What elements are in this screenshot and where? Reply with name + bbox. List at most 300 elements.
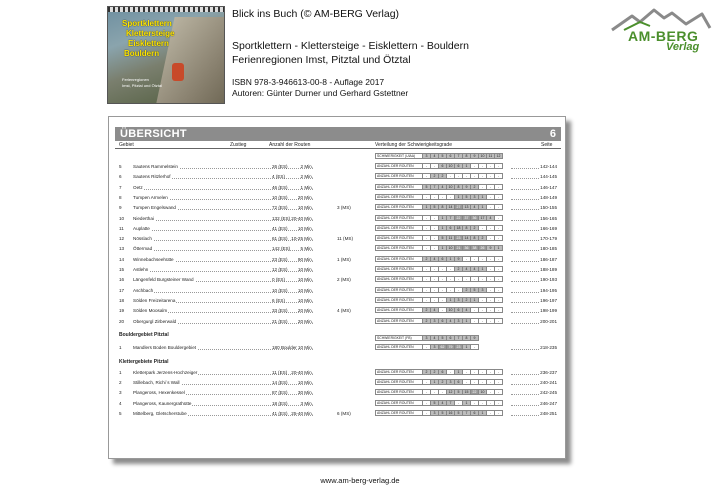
grade-count-cell: 3 <box>447 379 455 385</box>
book-cover-image <box>107 6 225 104</box>
route-count: 33 (ES) <box>272 308 288 314</box>
route-count: 12 (ES) <box>272 267 288 272</box>
routes-label: ANZAHL DER ROUTEN <box>375 389 423 395</box>
routes-label: ANZAHL DER ROUTEN <box>375 163 423 169</box>
grade-count-cell: 5 <box>455 389 463 395</box>
grade-header-cell: 6 <box>447 335 455 341</box>
grade-count-cell: 14 <box>447 204 455 210</box>
cover-title-3: Eisklettern <box>128 39 169 48</box>
row-number: 12 <box>119 236 125 242</box>
page-ref: 186-187 <box>540 256 557 262</box>
grade-header-cell: 7 <box>455 335 463 341</box>
table-row <box>109 388 567 397</box>
grade-count-cell: - <box>487 318 495 324</box>
grade-count-cell: 62 <box>439 344 447 350</box>
logo-word: AM-BERG <box>628 28 699 44</box>
col-gebiet: Gebiet <box>119 142 134 148</box>
grade-count-cell: - <box>487 225 495 231</box>
grade-scale-label: SCHWIERIGKEIT (FB) <box>375 335 423 341</box>
grade-count-cell: 13 <box>463 204 471 210</box>
grade-count-cell: - <box>487 235 495 241</box>
grade-count-cell: - <box>495 400 503 406</box>
grade-count-cell: 5 <box>439 235 447 241</box>
grade-count-cell: 3 <box>479 287 487 293</box>
table-row <box>109 214 567 223</box>
grade-count-cell: 9 <box>487 245 495 251</box>
routes-label: ANZAHL DER ROUTEN <box>375 297 423 303</box>
grade-count-cell: - <box>495 369 503 375</box>
area-name: Astlehn <box>133 267 149 272</box>
grade-count-cell: - <box>423 344 431 350</box>
grade-count-cell: - <box>495 410 503 416</box>
page-ref: 170-179 <box>540 236 557 242</box>
grade-count-cell: - <box>431 245 439 251</box>
grade-header-cell: 11 <box>487 153 495 159</box>
leader-dots <box>511 288 541 293</box>
grade-count-cell: 17 <box>479 215 487 221</box>
books-line-1: Sportklettern - Klettersteige - Eisklettern - Bouldern <box>232 40 469 52</box>
grade-count-cell: 3 <box>431 344 439 350</box>
grade-distribution <box>423 235 503 241</box>
grade-count-cell: - <box>423 297 431 303</box>
route-count: 46 (ES) <box>272 184 288 190</box>
approach-time: 5 Min. <box>300 246 313 252</box>
grade-count-cell: - <box>431 215 439 221</box>
grade-count-cell: - <box>487 297 495 303</box>
route-count-ms: 11 (MS) <box>337 236 353 242</box>
grade-header-cell: 3 <box>423 335 431 341</box>
grade-count-cell: - <box>487 287 495 293</box>
route-count-ms: 2 (MS) <box>337 277 351 283</box>
grade-count-cell: 36 <box>463 245 471 251</box>
page-ref: 144-145 <box>540 174 557 180</box>
area-name: Winnebachseehütte <box>133 256 174 262</box>
route-count: 0 (ES) <box>272 277 286 283</box>
grade-count-cell: - <box>487 184 495 190</box>
spiral-binding <box>108 7 224 12</box>
grade-count-cell: - <box>463 369 471 375</box>
row-number: 5 <box>119 164 122 169</box>
grade-count-cell: 1 <box>495 245 503 251</box>
grade-distribution <box>423 389 503 395</box>
grade-count-cell: - <box>479 318 487 324</box>
grade-count-cell: 2 <box>439 379 447 385</box>
routes-label: ANZAHL DER ROUTEN <box>375 344 423 350</box>
grade-distribution <box>423 163 503 169</box>
approach-time: 10 Min. <box>297 344 313 350</box>
area-name: Öttermad <box>133 246 153 252</box>
grade-count-cell: - <box>447 194 455 200</box>
logo-verlag: Verlag <box>666 41 700 53</box>
grade-count-cell: - <box>431 287 439 293</box>
am-berg-logo[interactable] <box>610 6 712 56</box>
area-name: Sautens Rammelstein <box>133 164 178 169</box>
approach-time: 20-40 Min. <box>291 215 313 221</box>
grade-count-cell: - <box>471 344 479 350</box>
grade-count-cell: - <box>423 379 431 385</box>
grade-count-cell: 4 <box>439 400 447 406</box>
area-name: Kletterpark Jerzens-Hochzeiger <box>133 369 198 375</box>
col-routen: Anzahl der Routen <box>269 142 311 148</box>
grade-count-cell: - <box>487 194 495 200</box>
grade-count-cell: 4 <box>439 184 447 190</box>
route-count: 18 (ES) <box>272 400 288 406</box>
grade-count-cell: 6 <box>447 225 455 231</box>
page-heading-bar <box>115 127 561 141</box>
header-books <box>232 40 469 67</box>
grade-header-cell: 4 <box>431 335 439 341</box>
grade-count-cell: 5 <box>431 204 439 210</box>
grade-count-cell: 6 <box>455 379 463 385</box>
row-number: 19 <box>119 308 125 314</box>
approach-time: 2 Min. <box>300 174 313 180</box>
grade-scale-row <box>109 152 567 161</box>
grade-count-cell: 23 <box>455 235 463 241</box>
isbn-line: ISBN 978-3-946613-00-8 - Auflage 2017 <box>232 77 385 87</box>
grade-count-cell: - <box>495 194 503 200</box>
grade-count-cell: - <box>423 225 431 231</box>
page-ref: 150-155 <box>540 205 557 211</box>
approach-time: 20 Min. <box>297 318 313 324</box>
grade-count-cell: - <box>495 287 503 293</box>
grade-count-cell: 5 <box>431 400 439 406</box>
routes-label: ANZAHL DER ROUTEN <box>375 204 423 210</box>
grade-count-cell: - <box>495 204 503 210</box>
grade-distribution <box>423 369 503 375</box>
grade-count-cell: - <box>439 307 447 313</box>
row-number: 5 <box>119 411 122 416</box>
row-number: 8 <box>119 194 122 200</box>
grade-count-cell: 22 <box>455 215 463 221</box>
grade-count-cell: 2 <box>479 235 487 241</box>
route-count: 14 (ES) <box>272 380 288 386</box>
grade-count-cell: - <box>471 307 479 313</box>
table-row <box>109 275 567 284</box>
grade-count-cell: 2 <box>423 318 431 324</box>
leader-dots <box>511 411 541 416</box>
grade-distribution <box>423 245 503 251</box>
route-count: 61 (ES) <box>272 236 288 242</box>
grade-count-cell: - <box>487 379 495 385</box>
routes-label: ANZAHL DER ROUTEN <box>375 256 423 262</box>
grade-count-cell: - <box>471 400 479 406</box>
page-ref: 242-245 <box>540 390 557 396</box>
table-row <box>109 409 567 418</box>
approach-time: 10 Min. <box>297 297 313 303</box>
routes-label: ANZAHL DER ROUTEN <box>375 276 423 282</box>
grade-count-cell: 1 <box>463 318 471 324</box>
grade-distribution <box>423 379 503 385</box>
grade-count-cell: 1 <box>479 204 487 210</box>
grade-count-cell: - <box>487 256 495 262</box>
leader-dots <box>511 174 541 179</box>
grade-count-cell: - <box>479 307 487 313</box>
leader-dots <box>511 308 541 313</box>
route-count: 41 (ES) <box>272 225 288 231</box>
grade-distribution <box>423 410 503 416</box>
route-count: 10 (ES) <box>272 194 288 200</box>
row-number: 6 <box>119 174 122 180</box>
row-number: 11 <box>119 225 124 231</box>
grade-distribution <box>423 287 503 293</box>
approach-time: 20 Min. <box>297 308 313 314</box>
route-count-ms: 4 (MS) <box>337 308 351 314</box>
grade-count-cell: - <box>487 173 495 179</box>
grade-count-cell: - <box>439 276 447 282</box>
route-count: 41 (ES) <box>272 411 288 416</box>
page-ref: 148-149 <box>540 194 557 200</box>
grade-count-cell: 5 <box>463 194 471 200</box>
area-name: Längenfeld Burgsteiner Wand <box>133 277 194 283</box>
grade-header-cell: 5 <box>439 335 447 341</box>
grade-count-cell: 1 <box>479 410 487 416</box>
grade-count-cell: 2 <box>439 173 447 179</box>
grade-distribution <box>423 204 503 210</box>
grade-count-cell: 2 <box>455 266 463 272</box>
grade-count-cell: 8 <box>439 204 447 210</box>
approach-time: 10 Min. <box>297 287 313 293</box>
table-row <box>109 286 567 295</box>
area-name: Sölden Moosalm <box>133 308 168 314</box>
route-count-ms: 1 (MS) <box>337 256 351 262</box>
route-count: 11 (ES) <box>272 369 288 375</box>
grade-count-cell: - <box>423 389 431 395</box>
grade-count-cell: 6 <box>455 307 463 313</box>
grade-header-cell: 8 <box>463 335 471 341</box>
grade-count-cell: 1 <box>447 297 455 303</box>
grade-count-cell: - <box>495 307 503 313</box>
row-number: 18 <box>119 297 125 303</box>
grade-scale-label: SCHWIERIGKEIT (UIAA) <box>375 153 423 159</box>
row-number: 16 <box>119 277 125 283</box>
grade-count-cell: 2 <box>423 369 431 375</box>
grade-count-cell: 5 <box>423 184 431 190</box>
routes-label: ANZAHL DER ROUTEN <box>375 287 423 293</box>
grade-distribution <box>423 297 503 303</box>
grade-count-cell: - <box>463 379 471 385</box>
table-row <box>109 172 567 181</box>
approach-time: 2 Min. <box>300 164 313 169</box>
grade-count-cell: 2 <box>431 369 439 375</box>
row-number: 10 <box>119 215 125 221</box>
grade-count-cell: 3 <box>455 318 463 324</box>
grade-count-cell: - <box>487 266 495 272</box>
grade-count-cell: 6 <box>471 410 479 416</box>
area-name: Stillebach, Richi´s Wall <box>133 380 180 386</box>
grade-header-cell: 4 <box>431 153 439 159</box>
grade-count-cell: 2 <box>463 287 471 293</box>
row-number: 14 <box>119 256 125 262</box>
table-row <box>109 399 567 408</box>
area-name: Tumpen Armelen <box>133 194 168 200</box>
grade-count-cell: 1 <box>439 245 447 251</box>
grade-count-cell: 14 <box>463 235 471 241</box>
grade-count-cell: - <box>423 163 431 169</box>
grade-count-cell: 4 <box>431 256 439 262</box>
area-name: Aschbach <box>133 287 154 293</box>
leader-dots <box>511 164 541 169</box>
approach-time: 25-40 Min. <box>291 411 313 416</box>
area-name: Mandlers Boden Bouldergebiet <box>133 344 197 350</box>
grade-count-cell: - <box>479 276 487 282</box>
row-number: 15 <box>119 267 125 272</box>
route-count: 6 (ES) <box>272 297 286 303</box>
grade-count-cell: - <box>471 379 479 385</box>
table-row <box>109 224 567 233</box>
routes-label: ANZAHL DER ROUTEN <box>375 369 423 375</box>
area-name: Auplatte <box>133 225 150 231</box>
grade-count-cell: - <box>463 256 471 262</box>
row-number: 13 <box>119 246 125 252</box>
grade-count-cell: - <box>447 266 455 272</box>
grade-count-cell: 5 <box>439 410 447 416</box>
routes-label: ANZAHL DER ROUTEN <box>375 225 423 231</box>
grade-count-cell: 2 <box>471 184 479 190</box>
grade-count-cell: - <box>495 276 503 282</box>
grade-count-cell: - <box>479 225 487 231</box>
routes-label: ANZAHL DER ROUTEN <box>375 400 423 406</box>
grade-count-cell: 10 <box>447 184 455 190</box>
grade-count-cell: - <box>423 287 431 293</box>
table-row <box>109 296 567 305</box>
grade-count-cell: - <box>447 369 455 375</box>
grade-count-cell: - <box>471 369 479 375</box>
grade-count-cell: - <box>479 184 487 190</box>
grade-header-cell: 8 <box>463 153 471 159</box>
grade-count-cell: - <box>471 163 479 169</box>
grade-header-cell: 7 <box>455 153 463 159</box>
grade-count-cell: 1 <box>447 256 455 262</box>
grade-count-cell: 26 <box>479 245 487 251</box>
routes-label: ANZAHL DER ROUTEN <box>375 235 423 241</box>
page-heading: ÜBERSICHT <box>120 128 187 140</box>
grade-count-cell: - <box>423 266 431 272</box>
leader-dots <box>511 298 541 303</box>
grade-count-cell: 2 <box>471 225 479 231</box>
grade-count-cell: - <box>423 173 431 179</box>
leader-dots <box>511 277 541 282</box>
grade-count-cell: - <box>495 256 503 262</box>
grade-count-cell: - <box>487 410 495 416</box>
row-number: 1 <box>119 344 122 350</box>
grade-count-cell: 7 <box>431 184 439 190</box>
row-number: 3 <box>119 390 122 396</box>
grade-count-cell: 36 <box>471 215 479 221</box>
leader-dots <box>511 345 541 350</box>
grade-count-cell: 21 <box>455 245 463 251</box>
leader-dots <box>511 267 541 272</box>
leader-dots <box>511 205 541 210</box>
grade-count-cell: - <box>495 184 503 190</box>
page-ref: 166-169 <box>540 225 557 231</box>
page-ref: 156-165 <box>540 215 557 221</box>
grade-count-cell: 2 <box>431 173 439 179</box>
grade-count-cell: 6 <box>439 163 447 169</box>
table-row <box>109 378 567 387</box>
grade-count-cell: - <box>487 163 495 169</box>
page-ref: 188-189 <box>540 267 557 272</box>
grade-count-cell: 38 <box>471 245 479 251</box>
grade-header-cell: 12 <box>495 153 503 159</box>
page-ref: 142-144 <box>540 164 557 169</box>
grade-count-cell: - <box>487 276 495 282</box>
grade-count-cell: - <box>471 276 479 282</box>
area-name: Tumpen Engelswand <box>133 205 176 211</box>
row-number: 20 <box>119 318 125 324</box>
grade-distribution <box>423 266 503 272</box>
leader-dots <box>511 246 541 251</box>
area-name: Sautens Ritzlerhof <box>133 174 171 180</box>
page-ref: 240-241 <box>540 380 557 386</box>
grade-count-cell: 7 <box>447 215 455 221</box>
grade-count-cell: 12 <box>447 389 455 395</box>
grade-count-cell: - <box>447 173 455 179</box>
routes-label: ANZAHL DER ROUTEN <box>375 184 423 190</box>
grade-distribution <box>423 215 503 221</box>
grade-count-cell: 1 <box>455 194 463 200</box>
grade-count-cell: - <box>495 225 503 231</box>
table-row <box>109 203 567 212</box>
grade-count-cell: - <box>463 173 471 179</box>
section-heading-boulder: Bouldergebiet Pitztal <box>119 331 169 338</box>
header-title: Blick ins Buch (© AM-BERG Verlag) <box>232 8 400 20</box>
route-count: 26 (ES) <box>272 164 288 169</box>
route-count: 4 (ES) <box>272 174 286 180</box>
grade-distribution <box>423 344 479 350</box>
grade-count-cell: - <box>439 194 447 200</box>
page-ref: 146-147 <box>540 184 557 190</box>
grade-count-cell: 6 <box>455 163 463 169</box>
page-ref: 200-201 <box>540 318 557 324</box>
approach-time: 10 Min. <box>297 267 313 272</box>
grade-distribution <box>423 400 503 406</box>
cover-title-2: Klettersteige <box>126 29 175 38</box>
routes-label: ANZAHL DER ROUTEN <box>375 266 423 272</box>
grade-count-cell: 4 <box>431 307 439 313</box>
grade-count-cell: 9 <box>463 184 471 190</box>
footer-url[interactable]: www.am-berg-verlag.de <box>320 476 400 485</box>
grade-count-cell: 79 <box>447 344 455 350</box>
grade-header-cell: 10 <box>479 153 487 159</box>
route-count-ms: 6 (MS) <box>337 411 351 416</box>
grade-scale-cells <box>423 153 503 159</box>
cover-title-1: Sportklettern <box>122 19 172 28</box>
grade-count-cell: 10 <box>447 163 455 169</box>
page-ref: 218-235 <box>540 344 557 350</box>
grade-count-cell: 3 <box>455 297 463 303</box>
approach-time: 20 Min. <box>297 194 313 200</box>
table-row <box>109 244 567 253</box>
grade-count-cell: 9 <box>455 256 463 262</box>
routes-label: ANZAHL DER ROUTEN <box>375 215 423 221</box>
grade-count-cell: - <box>487 204 495 210</box>
row-number: 2 <box>119 380 122 386</box>
grade-count-cell: - <box>431 194 439 200</box>
grade-count-cell: - <box>431 389 439 395</box>
grade-count-cell: - <box>447 287 455 293</box>
routes-label: ANZAHL DER ROUTEN <box>375 410 423 416</box>
grade-count-cell: - <box>495 318 503 324</box>
grade-distribution <box>423 194 503 200</box>
page-ref: 180-185 <box>540 246 557 252</box>
grade-count-cell: 4 <box>471 266 479 272</box>
routes-label: ANZAHL DER ROUTEN <box>375 173 423 179</box>
grade-count-cell: - <box>423 400 431 406</box>
grade-count-cell: 15 <box>463 389 471 395</box>
grade-count-cell: - <box>431 225 439 231</box>
col-verteilung: Verteilung der Schwierigkeitsgrade <box>375 142 452 148</box>
grade-count-cell: - <box>455 276 463 282</box>
